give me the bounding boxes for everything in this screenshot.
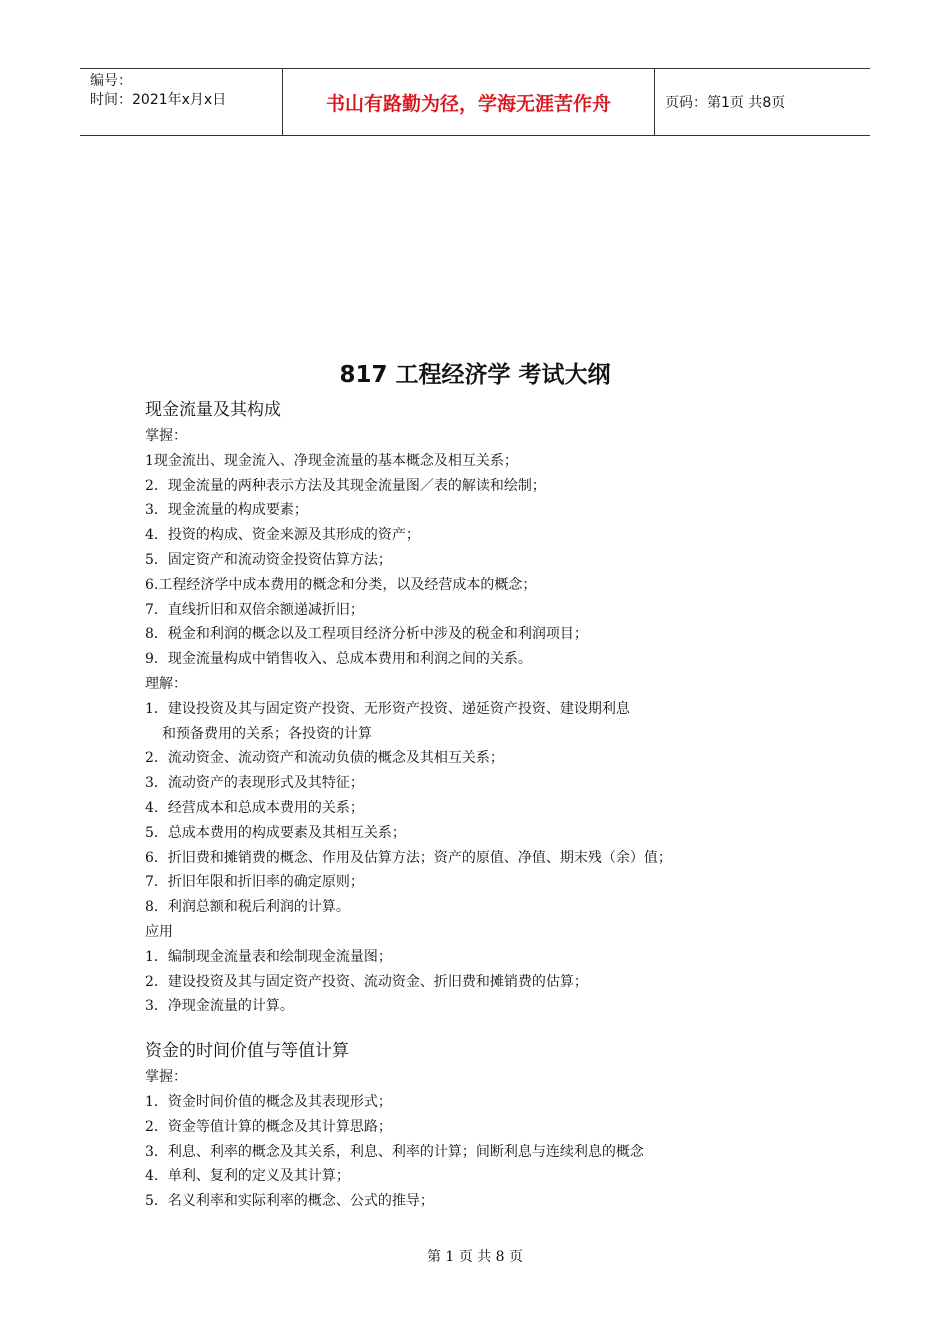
- list-item: 9．现金流量构成中销售收入、总成本费用和利润之间的关系。: [145, 651, 532, 668]
- list-item: 8．利润总额和税后利润的计算。: [145, 899, 350, 916]
- document-title: 817 工程经济学 考试大纲: [339, 362, 611, 388]
- list-item: 1现金流出、现金流入、净现金流量的基本概念及相互关系；: [145, 452, 518, 469]
- document-body: [145, 396, 865, 1214]
- page-footer: 第 1 页 共 8 页: [426, 1249, 524, 1265]
- list-item: 3．流动资产的表现形式及其特征；: [145, 775, 364, 792]
- section-heading: 资金的时间价值与等值计算: [145, 1041, 349, 1062]
- list-item: 6．折旧费和摊销费的概念、作用及估算方法；资产的原值、净值、期末残（余）值；: [145, 849, 672, 866]
- time-label: 时间：2021年x月x日: [90, 92, 227, 108]
- header-meta-cell: [80, 69, 282, 135]
- list-item: 3．利息、利率的概念及其关系，利息、利率的计算；间断利息与连续利息的概念: [145, 1143, 644, 1160]
- list-item: 1．编制现金流量表和绘制现金流量图；: [145, 948, 392, 965]
- list-item: 4．单利、复利的定义及其计算；: [145, 1168, 350, 1185]
- list-item: 4．经营成本和总成本费用的关系；: [145, 799, 364, 816]
- list-item: 2．资金等值计算的概念及其计算思路；: [145, 1118, 392, 1135]
- list-item: 7．折旧年限和折旧率的确定原则；: [145, 874, 364, 891]
- header-table: [80, 68, 870, 136]
- group-label: 应用: [145, 923, 173, 940]
- list-item: 8．税金和利润的概念以及工程项目经济分析中涉及的税金和利润项目；: [145, 626, 588, 643]
- section-heading: 现金流量及其构成: [145, 400, 281, 420]
- group-label: 掌握：: [145, 428, 187, 444]
- page-info: 页码：第1页 共8页: [665, 95, 786, 111]
- list-item: 3．净现金流量的计算。: [145, 998, 294, 1015]
- list-item-continuation: 和预备费用的关系；各投资的计算: [162, 725, 372, 742]
- list-item: 7．直线折旧和双倍余额递减折旧；: [145, 601, 364, 618]
- section-spacer: [145, 1019, 865, 1037]
- list-item: 4．投资的构成、资金来源及其形成的资产；: [145, 527, 420, 544]
- list-item: 1．资金时间价值的概念及其表现形式；: [145, 1093, 392, 1110]
- list-item: 5．总成本费用的构成要素及其相互关系；: [145, 824, 406, 841]
- number-label: 编号：: [90, 73, 132, 89]
- list-item: 3．现金流量的构成要素；: [145, 502, 308, 519]
- motto: 书山有路勤为径，学海无涯苦作舟: [282, 69, 655, 135]
- list-item: 1．建设投资及其与固定资产投资、无形资产投资、递延资产投资、建设期利息: [145, 700, 630, 717]
- group-label: 掌握：: [145, 1069, 187, 1086]
- list-item: 2．建设投资及其与固定资产投资、流动资金、折旧费和摊销费的估算；: [145, 973, 588, 990]
- list-item: 6.工程经济学中成本费用的概念和分类，以及经营成本的概念；: [145, 576, 537, 593]
- list-item: 5．名义利率和实际利率的概念、公式的推导；: [145, 1193, 434, 1210]
- list-item: 2．现金流量的两种表示方法及其现金流量图／表的解读和绘制；: [145, 477, 546, 494]
- group-label: 理解：: [145, 675, 187, 692]
- list-item: 5．固定资产和流动资金投资估算方法；: [145, 551, 392, 568]
- list-item: 2．流动资金、流动资产和流动负债的概念及其相互关系；: [145, 750, 504, 767]
